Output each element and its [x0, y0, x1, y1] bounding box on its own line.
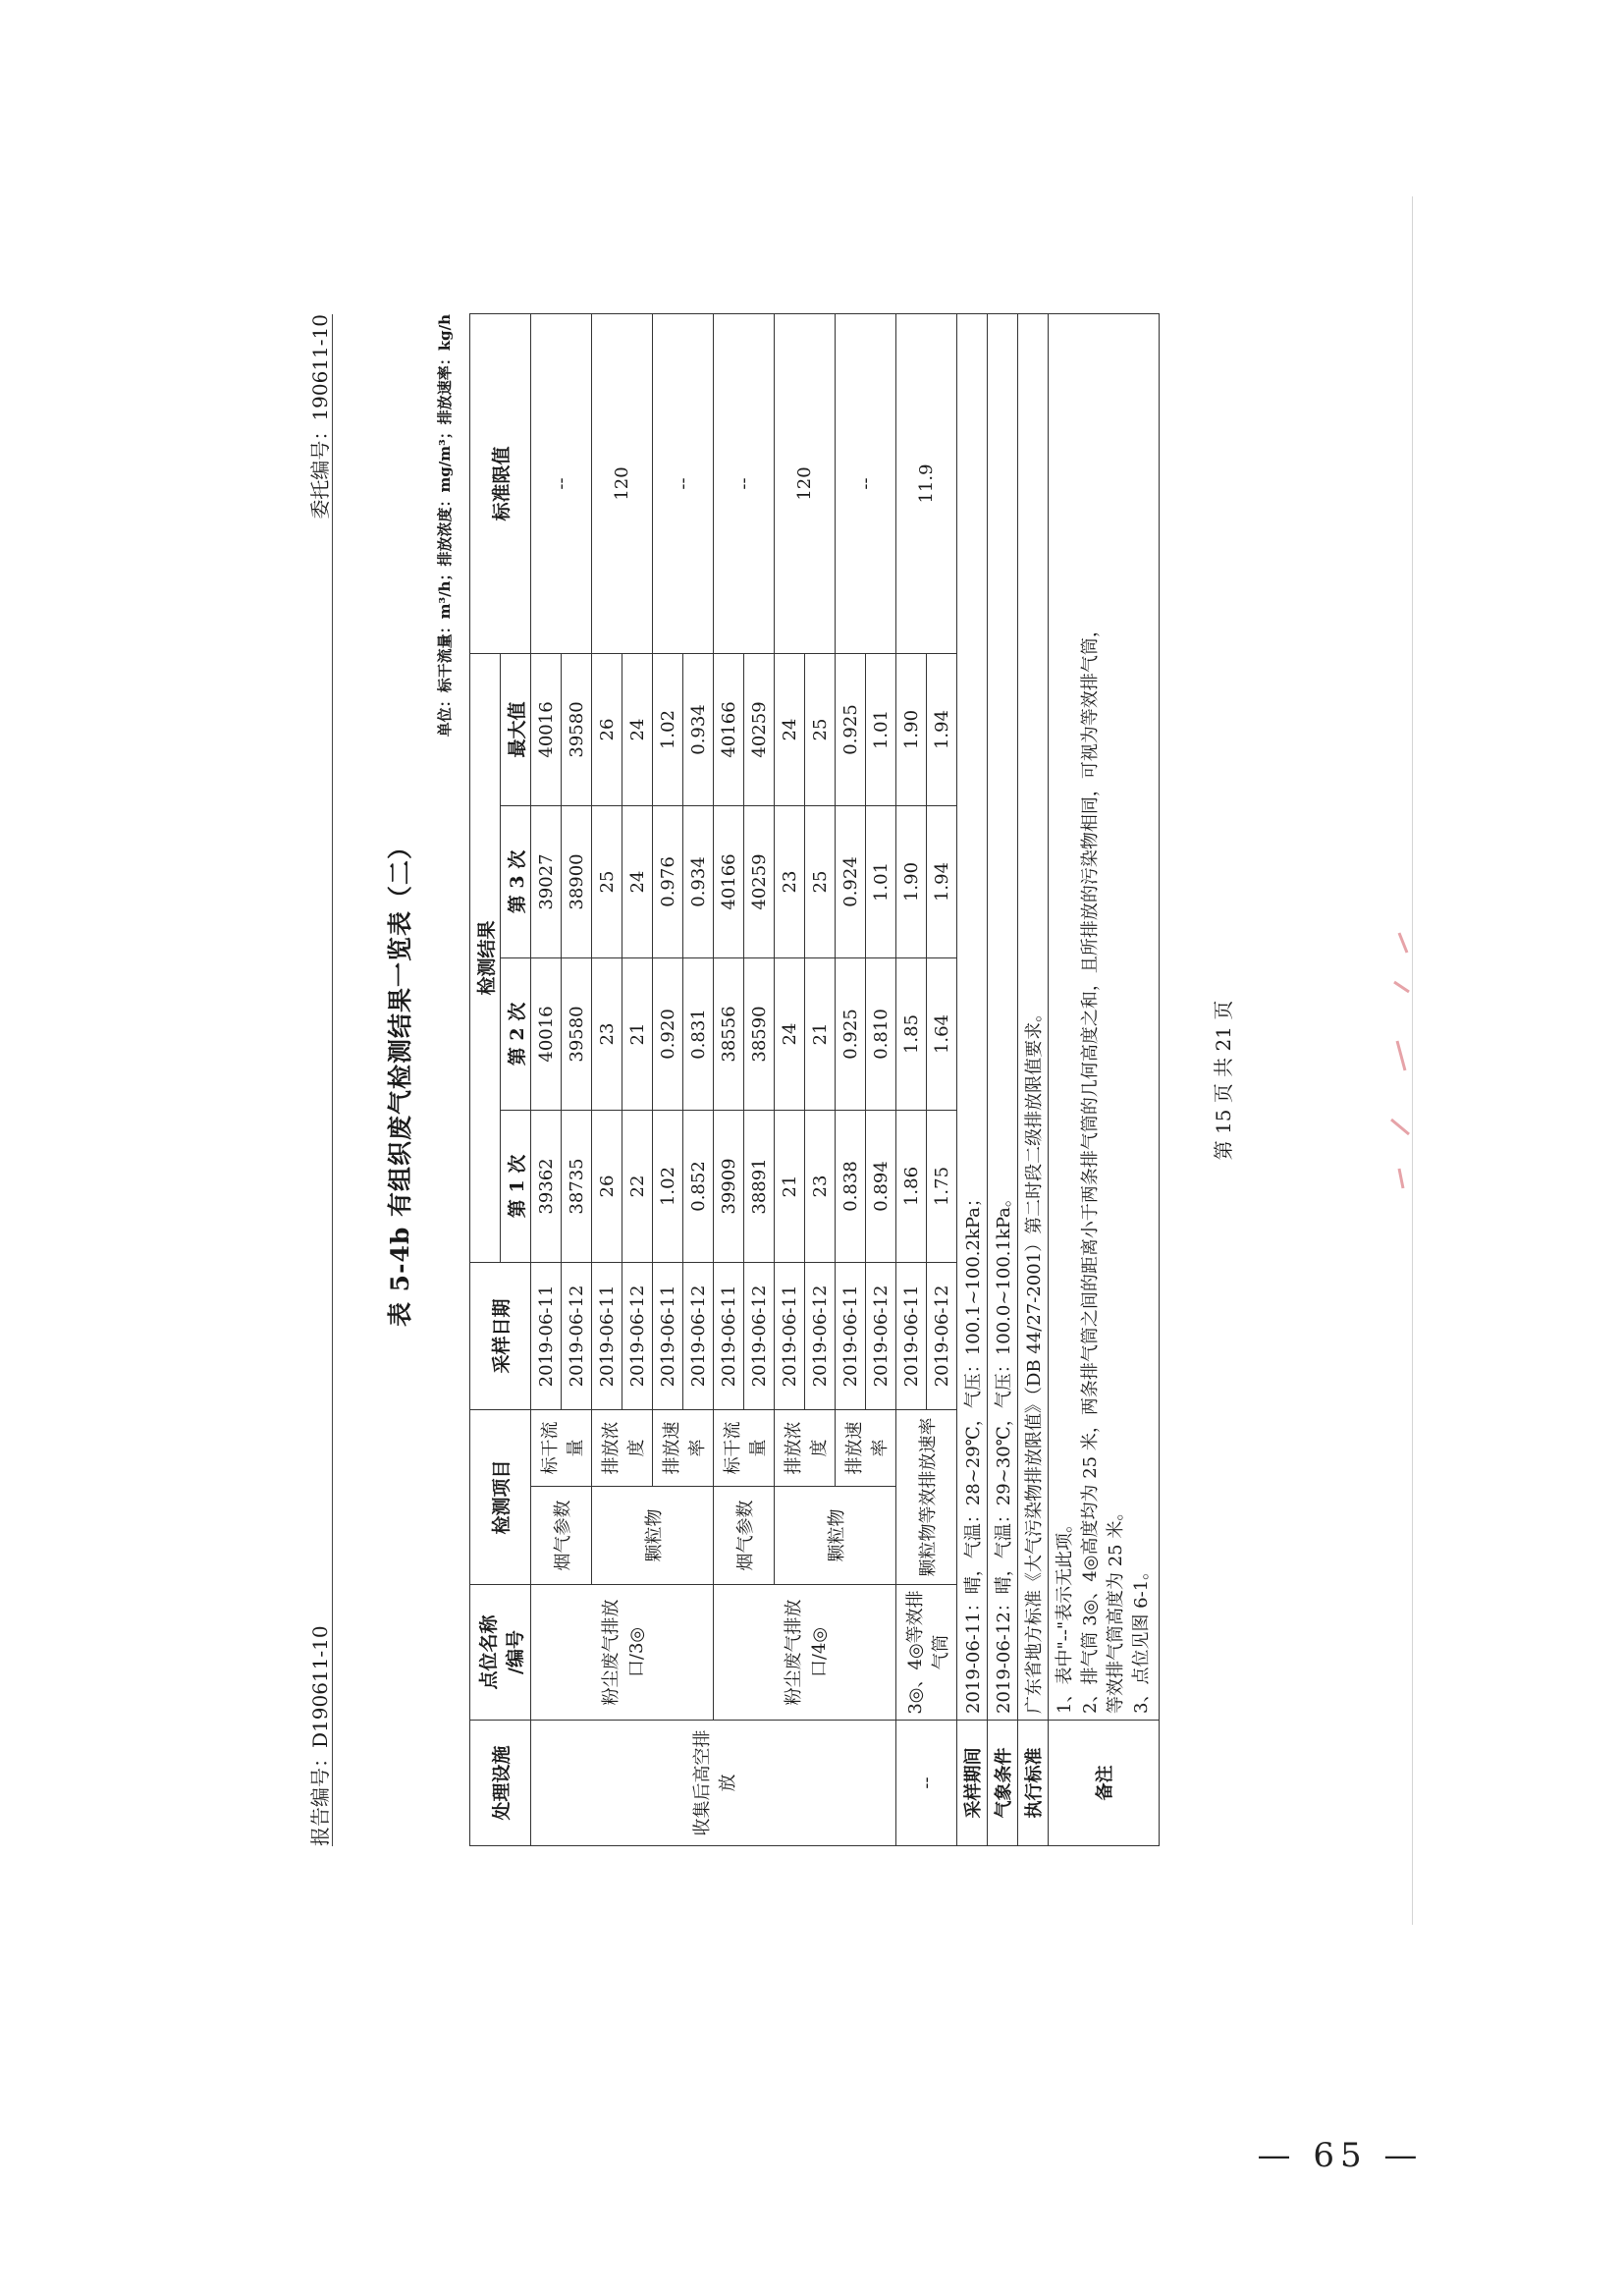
- header-date: 采样日期: [470, 1262, 531, 1409]
- point-name: 粉尘废气排放口/4◎: [714, 1585, 896, 1721]
- unit-note: 单位：标干流量：m³/h；排放浓度：mg/m³；排放速率：kg/h: [436, 314, 454, 738]
- entrust-number: 委托编号：190611-10: [308, 314, 332, 519]
- table-row: 2019-06-12 1.75 1.64 1.94 1.94: [927, 313, 957, 1845]
- notes-row: 备注 1、表中"--"表示无此项。 2、排气筒 3◎、4◎高度均为 25 米，两条排气筒之间的距离小于两条排气筒的几何高度之和，且所排放的污染物相同，可视为等效排气筒， 等效排气筒高度为 25 米。 3、点位见图 6-1。: [1049, 313, 1160, 1845]
- sampling-row: 采样期间 2019-06-11：晴，气温：28~29℃，气压：100.1~100.2kPa；: [957, 313, 988, 1845]
- facility-group: 收集后高空排放: [531, 1721, 896, 1846]
- report-number: 报告编号：D190611-10: [308, 1625, 332, 1846]
- seal-stamp-fragment: [1380, 923, 1419, 1198]
- table-row: 颗粒物 排放浓度 2019-06-11 21 24 23 24 120: [775, 313, 805, 1845]
- table-row: 颗粒物 排放浓度 2019-06-11 26 23 25 26 120: [592, 313, 622, 1845]
- header-item: 检测项目: [470, 1409, 531, 1584]
- header-results: 检测结果: [470, 653, 501, 1262]
- table-row: 2019-06-12 22 21 24 24: [622, 313, 653, 1845]
- table-title: 表 5-4b 有组织废气检测结果一览表（二）: [386, 833, 414, 1328]
- table-row: 2019-06-12 38891 38590 40259 40259: [744, 313, 775, 1845]
- table-row: 2019-06-12 23 21 25 25: [805, 313, 836, 1845]
- table-row: 粉尘废气排放口/4◎ 烟气参数 标干流量 2019-06-11 39909 38556 40166 40166 --: [714, 313, 744, 1845]
- table-row: 排放速率 2019-06-11 1.02 0.920 0.976 1.02 --: [653, 313, 683, 1845]
- header-point: 点位名称 /编号: [470, 1585, 531, 1721]
- header-limit: 标准限值: [470, 313, 531, 653]
- header-r2: 第 2 次: [501, 957, 531, 1110]
- equiv-item: 颗粒物等效排放速率: [896, 1409, 957, 1584]
- header-rule: [332, 314, 333, 1846]
- weather-row: 气象条件 2019-06-12：晴，气温：29~30℃，气压：100.0~100.1kPa。: [988, 313, 1018, 1845]
- header-facility: 处理设施: [470, 1721, 531, 1846]
- header-r3: 第 3 次: [501, 805, 531, 957]
- table-row: 2019-06-12 0.852 0.831 0.934 0.934: [683, 313, 714, 1845]
- page-number: — 65 —: [1257, 2136, 1424, 2175]
- table-row: 2019-06-12 0.894 0.810 1.01 1.01: [866, 313, 896, 1845]
- standard-row: 执行标准 广东省地方标准《大气污染物排放限值》（DB 44/27-2001）第二时段二级排放限值要求。: [1018, 313, 1049, 1845]
- rotated-page: [295, 314, 1296, 1846]
- results-table: [469, 313, 1160, 1846]
- point-name: 粉尘废气排放口/3◎: [531, 1585, 714, 1721]
- table-row: 2019-06-12 38735 39580 38900 39580: [562, 313, 592, 1845]
- table-row: 排放速率 2019-06-11 0.838 0.925 0.924 0.925 --: [836, 313, 866, 1845]
- page-footer: 第 15 页 共 21 页: [1212, 1000, 1235, 1161]
- equiv-point: 3◎、4◎等效排气筒: [896, 1585, 957, 1721]
- table-row: -- 3◎、4◎等效排气筒 颗粒物等效排放速率 2019-06-11 1.86 1.85 1.90 1.90 11.9: [896, 313, 927, 1845]
- table-row: 收集后高空排放 粉尘废气排放口/3◎ 烟气参数 标干流量 2019-06-11 39362 40016 39027 40016 --: [531, 313, 562, 1845]
- header-r1: 第 1 次: [501, 1110, 531, 1262]
- header-max: 最大值: [501, 653, 531, 805]
